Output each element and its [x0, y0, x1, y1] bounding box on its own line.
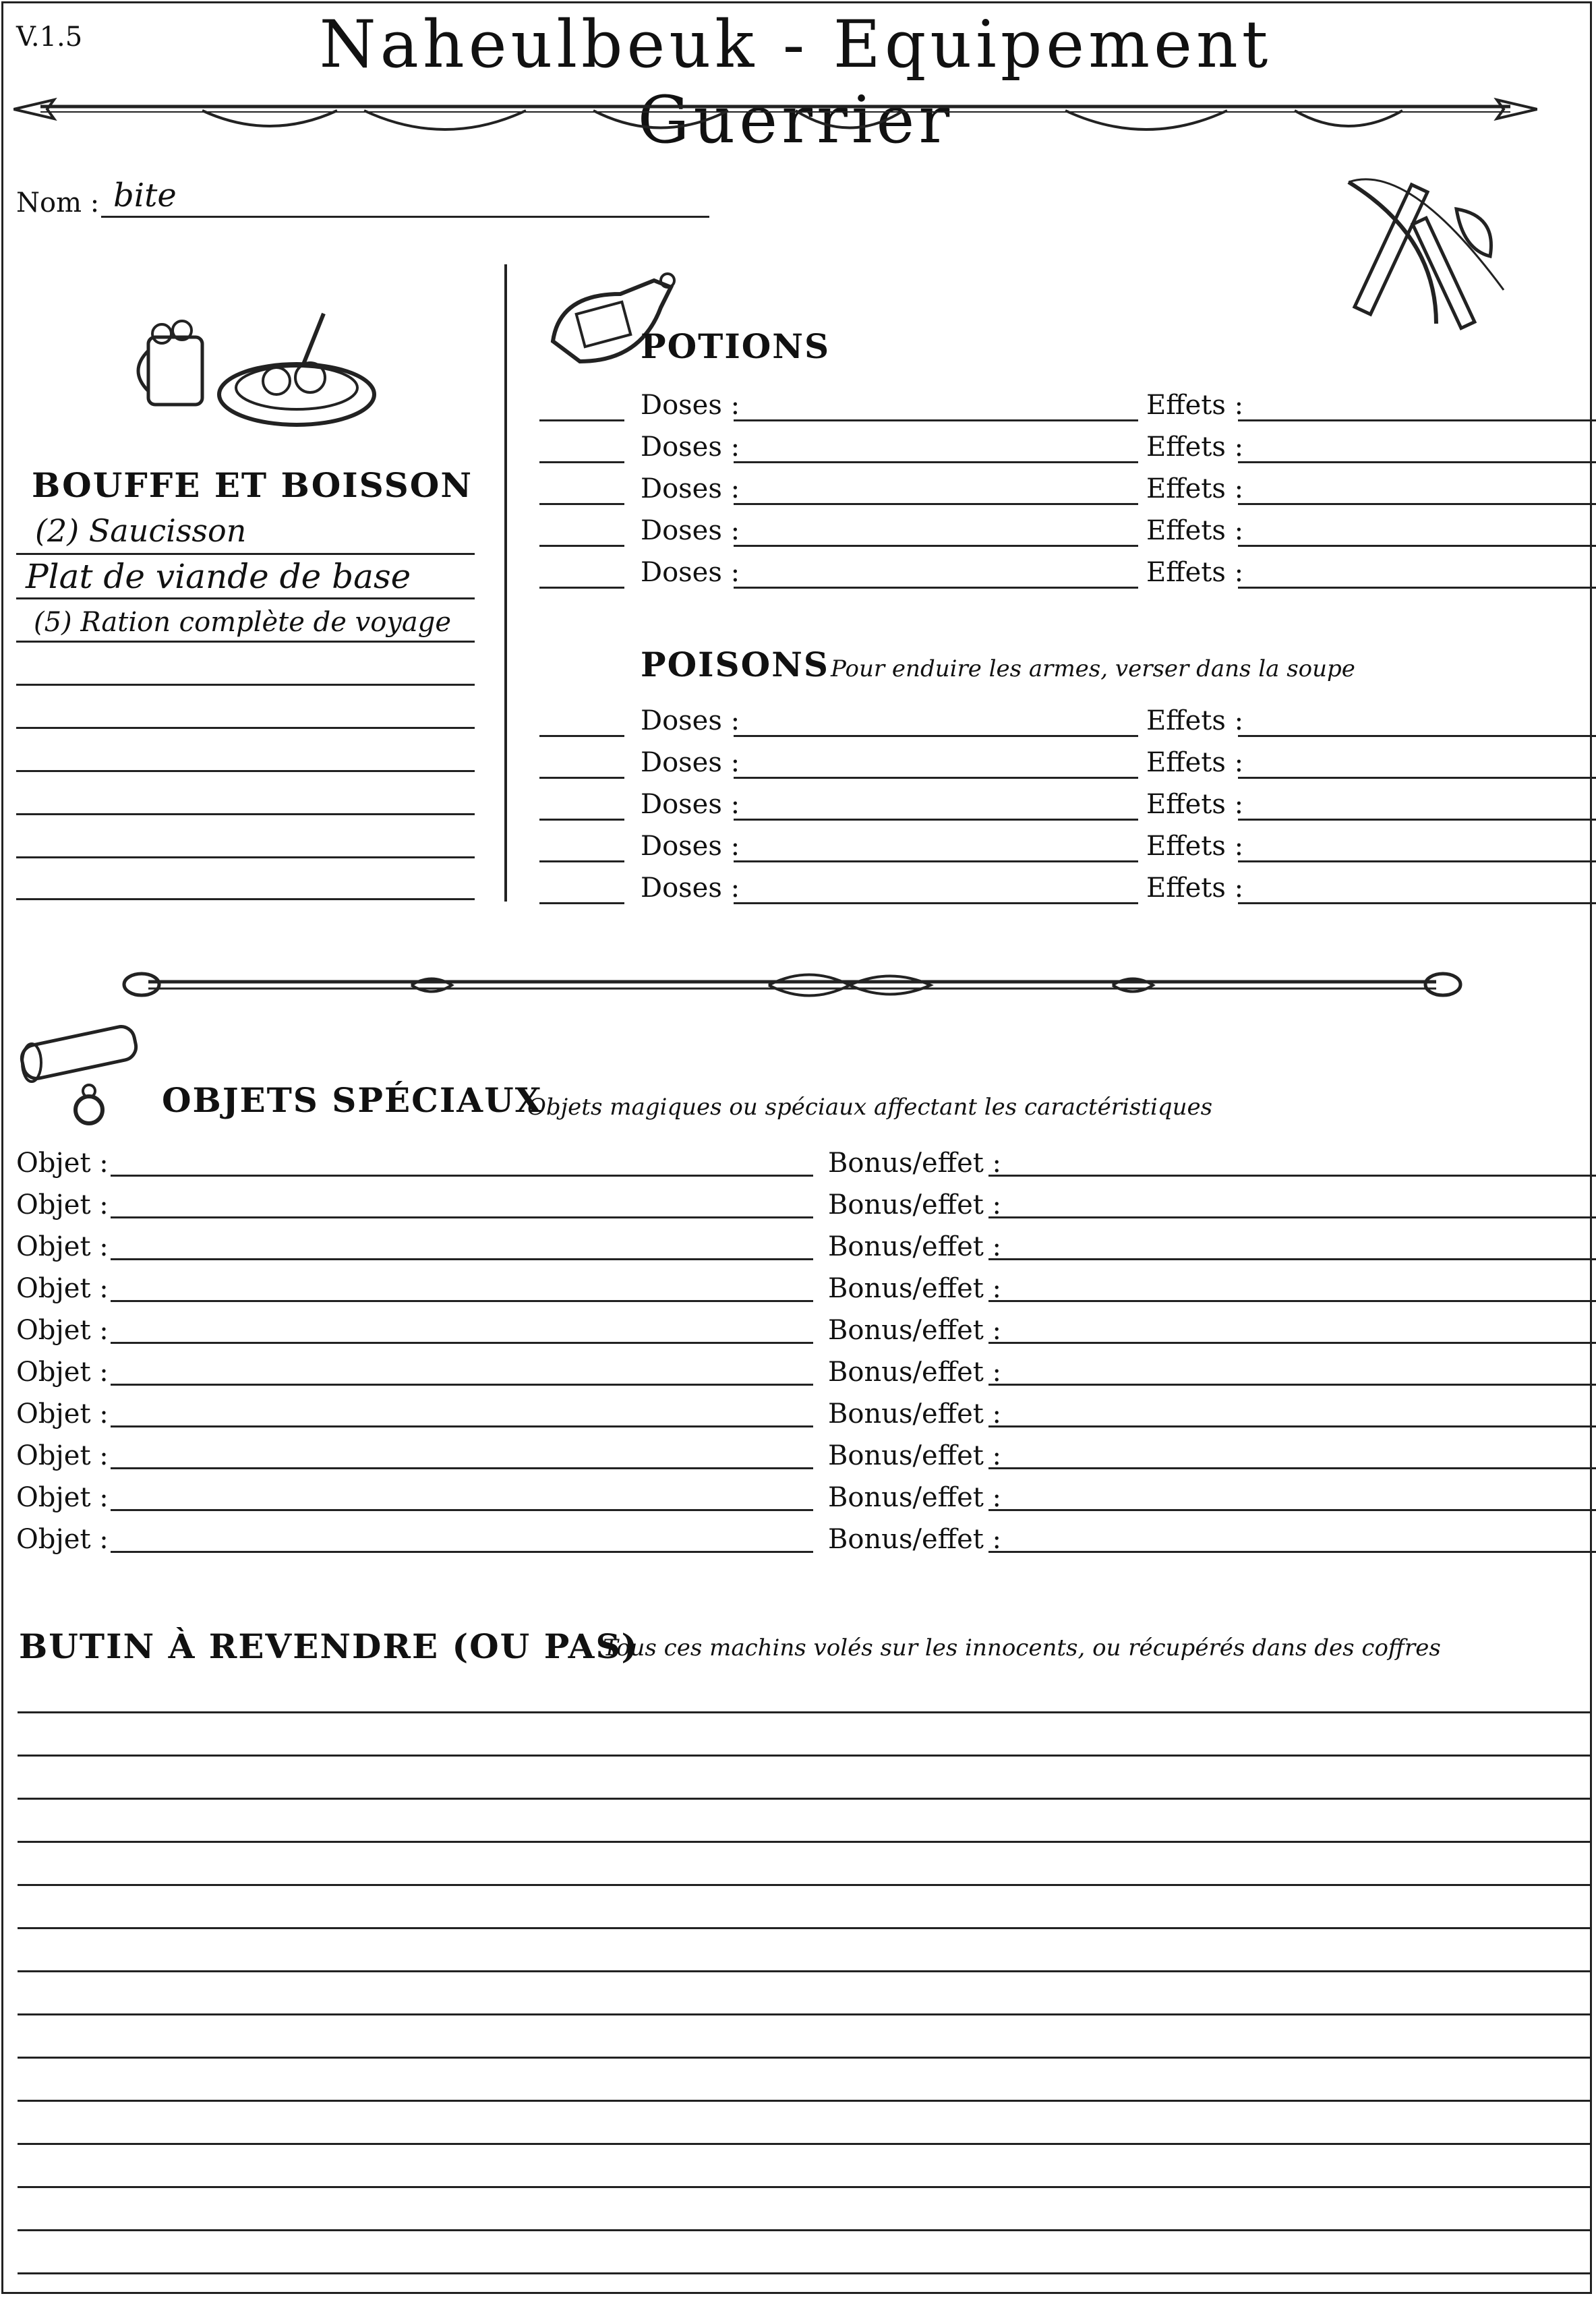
food-item-3[interactable]: (5) Ration complète de voyage	[34, 607, 452, 638]
objet-label: Objet :	[16, 1524, 109, 1555]
objet-label: Objet :	[16, 1315, 109, 1346]
food-line-6	[16, 770, 475, 772]
bonus-label: Bonus/effet :	[828, 1189, 1002, 1220]
column-separator	[504, 264, 507, 902]
butin-line[interactable]	[18, 2186, 1591, 2188]
poison-effets-line[interactable]	[1238, 735, 1596, 737]
potion-doses-line[interactable]	[734, 545, 1138, 547]
bonus-label: Bonus/effet :	[828, 1231, 1002, 1262]
objet-label: Objet :	[16, 1357, 109, 1388]
potion-qty-line[interactable]	[539, 587, 624, 589]
poison-doses-label: Doses :	[641, 873, 740, 904]
bonus-line[interactable]	[988, 1425, 1596, 1427]
potion-doses-label: Doses :	[641, 515, 740, 546]
potion-doses-line[interactable]	[734, 587, 1138, 589]
butin-subtitle: Tous ces machins volés sur les innocents, ou récupérés dans des coffres	[603, 1634, 1441, 1661]
poison-qty-line[interactable]	[539, 860, 624, 862]
bonus-line[interactable]	[988, 1300, 1596, 1302]
food-line-4	[16, 684, 475, 686]
objet-label: Objet :	[16, 1148, 109, 1179]
butin-line[interactable]	[18, 2057, 1591, 2059]
bonus-line[interactable]	[988, 1509, 1596, 1511]
butin-line[interactable]	[18, 2100, 1591, 2102]
poison-doses-line[interactable]	[734, 860, 1138, 862]
objet-line[interactable]	[111, 1175, 813, 1177]
objet-line[interactable]	[111, 1258, 813, 1260]
poison-effets-label: Effets :	[1146, 747, 1244, 778]
butin-heading: BUTIN À REVENDRE (OU PAS)	[19, 1626, 639, 1666]
objet-label: Objet :	[16, 1231, 109, 1262]
bonus-line[interactable]	[988, 1175, 1596, 1177]
objet-label: Objet :	[16, 1440, 109, 1471]
poison-effets-label: Effets :	[1146, 873, 1244, 904]
poison-qty-line[interactable]	[539, 902, 624, 904]
poison-doses-line[interactable]	[734, 735, 1138, 737]
potion-doses-line[interactable]	[734, 461, 1138, 463]
potion-effets-line[interactable]	[1238, 461, 1596, 463]
potion-doses-label: Doses :	[641, 557, 740, 588]
potion-qty-line[interactable]	[539, 503, 624, 505]
food-line-8	[16, 856, 475, 858]
staff-divider-icon	[121, 958, 1463, 1011]
poison-doses-line[interactable]	[734, 902, 1138, 904]
food-heading: BOUFFE ET BOISSON	[31, 465, 473, 505]
food-item-1[interactable]: (2) Saucisson	[35, 512, 247, 549]
food-illustration-icon	[135, 303, 378, 432]
butin-line[interactable]	[18, 2143, 1591, 2145]
butin-line[interactable]	[18, 1711, 1591, 1713]
potion-doses-label: Doses :	[641, 390, 740, 421]
objet-line[interactable]	[111, 1425, 813, 1427]
potion-effets-label: Effets :	[1146, 473, 1244, 504]
poison-effets-label: Effets :	[1146, 831, 1244, 862]
poison-qty-line[interactable]	[539, 735, 624, 737]
butin-line[interactable]	[18, 1970, 1591, 1972]
poison-doses-line[interactable]	[734, 777, 1138, 779]
nom-label: Nom :	[16, 187, 100, 218]
bonus-label: Bonus/effet :	[828, 1357, 1002, 1388]
objets-heading: OBJETS SPÉCIAUX	[162, 1080, 543, 1120]
objet-label: Objet :	[16, 1482, 109, 1513]
butin-line[interactable]	[18, 1841, 1591, 1843]
objet-line[interactable]	[111, 1467, 813, 1469]
potion-doses-line[interactable]	[734, 503, 1138, 505]
objet-line[interactable]	[111, 1300, 813, 1302]
poison-effets-line[interactable]	[1238, 819, 1596, 821]
version-label: V.1.5	[16, 22, 83, 53]
potion-effets-line[interactable]	[1238, 419, 1596, 421]
poison-effets-line[interactable]	[1238, 777, 1596, 779]
bonus-label: Bonus/effet :	[828, 1440, 1002, 1471]
objet-line[interactable]	[111, 1384, 813, 1386]
potion-doses-label: Doses :	[641, 432, 740, 463]
poison-doses-line[interactable]	[734, 819, 1138, 821]
potion-effets-label: Effets :	[1146, 557, 1244, 588]
bonus-label: Bonus/effet :	[828, 1398, 1002, 1430]
butin-line[interactable]	[18, 1798, 1591, 1800]
poison-qty-line[interactable]	[539, 819, 624, 821]
bonus-label: Bonus/effet :	[828, 1482, 1002, 1513]
bonus-line[interactable]	[988, 1467, 1596, 1469]
food-line-5	[16, 727, 475, 729]
poison-effets-line[interactable]	[1238, 902, 1596, 904]
potion-effets-label: Effets :	[1146, 390, 1244, 421]
page-title: Naheulbeuk - Equipement Guerrier	[319, 7, 1272, 158]
butin-line[interactable]	[18, 2229, 1591, 2231]
bonus-line[interactable]	[988, 1342, 1596, 1344]
bonus-label: Bonus/effet :	[828, 1524, 1002, 1555]
poison-doses-label: Doses :	[641, 789, 740, 820]
butin-line[interactable]	[18, 2013, 1591, 2015]
objet-line[interactable]	[111, 1551, 813, 1553]
poison-qty-line[interactable]	[539, 777, 624, 779]
poisons-heading: POISONS	[641, 645, 830, 684]
butin-line[interactable]	[18, 2272, 1591, 2274]
poison-effets-label: Effets :	[1146, 705, 1244, 736]
food-line-9	[16, 898, 475, 900]
potion-qty-line[interactable]	[539, 419, 624, 421]
nom-field[interactable]: bite	[113, 177, 177, 214]
objets-subtitle: Objets magiques ou spéciaux affectant les caractéristiques	[527, 1094, 1213, 1121]
potion-qty-line[interactable]	[539, 545, 624, 547]
scroll-ring-icon	[15, 1015, 150, 1130]
potion-effets-line[interactable]	[1238, 503, 1596, 505]
food-line-7	[16, 813, 475, 815]
potion-effets-label: Effets :	[1146, 515, 1244, 546]
poison-doses-label: Doses :	[641, 831, 740, 862]
bonus-label: Bonus/effet :	[828, 1315, 1002, 1346]
food-item-2[interactable]: Plat de viande de base	[26, 557, 411, 596]
potion-doses-line[interactable]	[734, 419, 1138, 421]
potion-effets-label: Effets :	[1146, 432, 1244, 463]
objet-label: Objet :	[16, 1273, 109, 1304]
objet-line[interactable]	[111, 1509, 813, 1511]
spear-divider-icon	[13, 81, 1537, 148]
potion-doses-label: Doses :	[641, 473, 740, 504]
objet-label: Objet :	[16, 1398, 109, 1430]
poisons-subtitle: Pour enduire les armes, verser dans la soupe	[831, 655, 1355, 682]
objet-line[interactable]	[111, 1342, 813, 1344]
bonus-label: Bonus/effet :	[828, 1148, 1002, 1179]
potions-heading: POTIONS	[641, 326, 831, 366]
poison-doses-label: Doses :	[641, 705, 740, 736]
poison-effets-label: Effets :	[1146, 789, 1244, 820]
bonus-line[interactable]	[988, 1258, 1596, 1260]
food-line-1	[16, 553, 475, 555]
bonus-line[interactable]	[988, 1551, 1596, 1553]
butin-line[interactable]	[18, 1884, 1591, 1886]
objet-line[interactable]	[111, 1216, 813, 1218]
butin-line[interactable]	[18, 1927, 1591, 1929]
food-line-2	[16, 597, 475, 599]
crossed-weapons-icon	[1328, 155, 1524, 337]
poison-effets-line[interactable]	[1238, 860, 1596, 862]
butin-line[interactable]	[18, 1755, 1591, 1757]
objet-label: Objet :	[16, 1189, 109, 1220]
bonus-line[interactable]	[988, 1384, 1596, 1386]
nom-underline	[101, 216, 709, 218]
bonus-label: Bonus/effet :	[828, 1273, 1002, 1304]
potion-qty-line[interactable]	[539, 461, 624, 463]
bonus-line[interactable]	[988, 1216, 1596, 1218]
poison-doses-label: Doses :	[641, 747, 740, 778]
potion-effets-line[interactable]	[1238, 587, 1596, 589]
potion-effets-line[interactable]	[1238, 545, 1596, 547]
food-line-3	[16, 641, 475, 643]
